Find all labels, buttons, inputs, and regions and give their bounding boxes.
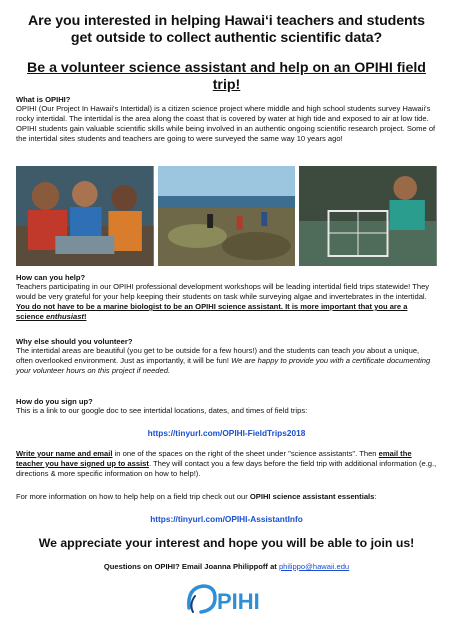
else-body-text-1: The intertidal areas are beautiful (you get to be outside for a few hours!) and the students can teach [16, 346, 353, 356]
help-emphasis-text: You do not have to be a marine biologist to be an OPIHI science assistant. It is more important that you are a science [16, 302, 408, 321]
write-underline-1: Write your name and email [16, 449, 113, 458]
photo-strip [16, 166, 437, 266]
else-body [16, 346, 437, 376]
contact-text: Questions on OPIHI? Email Joanna Philippoff at [103, 562, 279, 571]
section-signup [16, 397, 437, 416]
field-trips-link-line [16, 428, 437, 438]
photo-quadrat-survey [299, 166, 437, 266]
photo-tidepool-group [158, 166, 296, 266]
more-bold: OPIHI science assistant essentials [249, 492, 375, 501]
more-body-text: For more information on how to help help on a field trip check out our [16, 492, 250, 501]
else-body-italic: We are happy to provide you with a certificate documenting your volunteer hours on this project if needed. [16, 356, 431, 376]
section-write [16, 449, 437, 479]
more-tail: : [374, 492, 377, 501]
section-else [16, 337, 437, 376]
field-trips-link[interactable]: https://tinyurl.com/OPIHI-FieldTrips2018 [147, 428, 306, 438]
signup-heading: How do you sign up? [16, 397, 93, 406]
else-body-text-2: about a unique, often overlooked environment. Just as importantly, it will be fun! [16, 346, 420, 366]
help-body [16, 282, 437, 322]
write-body-text-2: . They will contact you a few days before the field trip with additional information (e.g., directions & more specific information on how to help!). [16, 458, 437, 478]
what-body: OPIHI (Our Project In Hawaii's Intertidal) is a citizen science project where middle and high school students survey Hawaii's rocky intertidal. The intertidal is the area along the coast that is covered by water at high tide and exposed to air at low tide. OPIHI students gain valuable scientific skills while being involved in an authentic ongoing scientific research project. Some of the intertidal sites students and teachers are going to were surveyed the same way 10 years ago! [16, 104, 436, 143]
opihi-logo [185, 582, 275, 616]
section-more [16, 492, 437, 502]
write-body-text-1: in one of the spaces on the right of the sheet under "science assistants". Then [112, 449, 379, 458]
write-underline-2: email the teacher you have signed up to assist [16, 449, 412, 468]
contact-line [16, 562, 437, 571]
more-body [16, 492, 437, 502]
section-what [16, 95, 437, 144]
help-emphasis-end: ! [83, 311, 87, 321]
else-heading: Why else should you volunteer? [16, 337, 133, 346]
flyer-title: Are you interested in helping Hawai‘i teachers and students get outside to collect authentic scientific data? [28, 13, 425, 46]
assistant-info-link-line [16, 514, 437, 524]
flyer-subtitle: Be a volunteer science assistant and help on an OPIHI field trip! [27, 60, 426, 93]
else-body-you: you [352, 346, 365, 356]
assistant-info-link[interactable]: https://tinyurl.com/OPIHI-AssistantInfo [150, 514, 303, 524]
photo-students-closeup [16, 166, 154, 266]
contact-email-link[interactable]: philippo@hawaii.edu [278, 562, 350, 571]
section-help [16, 273, 437, 322]
write-body [16, 449, 437, 479]
signup-body: This is a link to our google doc to see intertidal locations, dates, and times of field trips: [16, 406, 308, 416]
what-heading: What is OPIHI? [16, 95, 71, 104]
logo-text-pihi: PIHI [217, 589, 260, 614]
help-body-text: Teachers participating in our OPIHI professional development workshops will be leading intertidal field trips statewide! They would be very grateful for your help keeping their students on task while surveying algae and invertebrates in the intertidal. [16, 282, 430, 302]
closing-message: We appreciate your interest and hope you will be able to join us! [38, 536, 415, 550]
help-heading: How can you help? [16, 273, 86, 282]
help-emphasis [16, 302, 407, 321]
help-emphasis-italic: enthusiast [45, 311, 84, 321]
